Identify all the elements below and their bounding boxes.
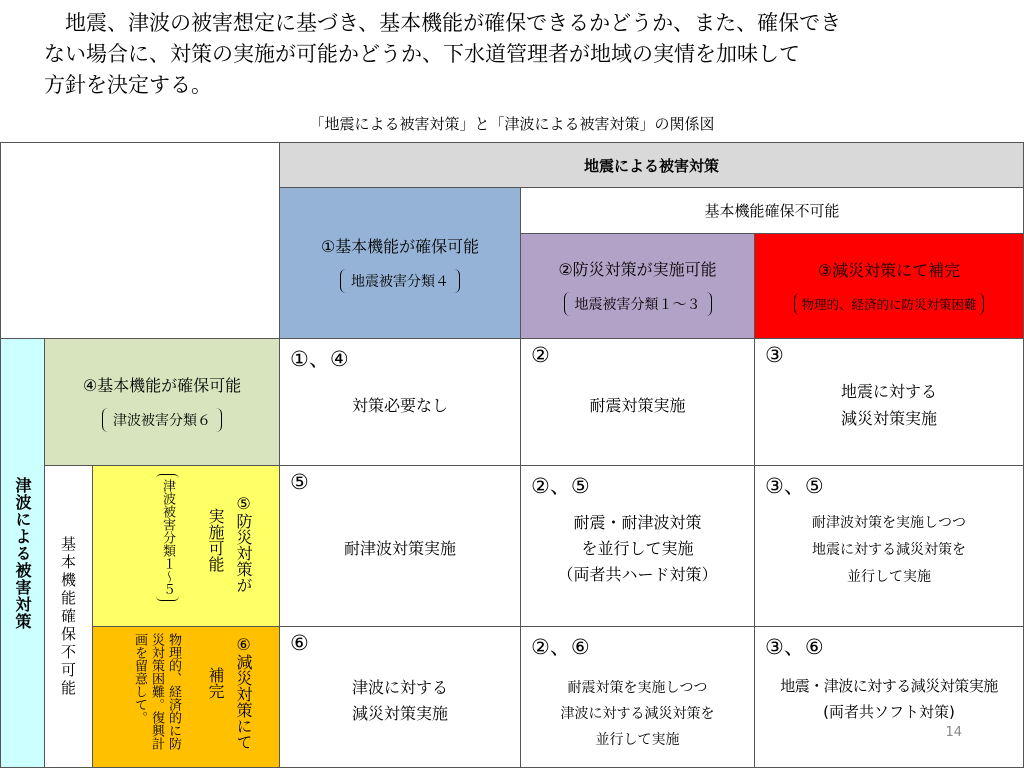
row2-note: 津波被害分類１～５ [156,474,179,601]
cell-r2c2-text-b: を並行して実施 [581,539,694,558]
earthquake-header [279,142,1024,188]
tsunami-side-label-text: 津波による被害対策 [13,476,32,630]
cell-r2c2-number: ②、⑤ [531,474,590,498]
diagram-caption: 「地震による被害対策」と「津波による被害対策」の関係図 [309,115,715,133]
cell-r3c1-text-a: 津波に対する [351,678,448,697]
row1-title: ④基本機能が確保可能 [82,375,242,395]
col2-note: 地震被害分類１～３ [564,292,712,316]
cell-r3c1-number: ⑥ [290,631,309,655]
cell-r2c3 [754,465,1024,627]
col1-header [279,187,521,339]
tsunami-side-label [0,338,45,768]
col3-header [754,233,1024,339]
cell-r3c2-text-c: 並行して実施 [595,732,680,748]
cell-r2c2-text-a: 耐震・耐津波対策 [573,513,702,532]
cell-r3c1-text-b: 減災対策実施 [351,704,448,723]
cell-r3c3-number: ③、⑥ [765,635,824,659]
row3-note-c: 画を留意して。 [132,633,147,724]
col2-title: ②防災対策が実施可能 [558,259,717,279]
side-not-secured-text: 基本機能確保不可能 [59,535,77,698]
intro-line-3: 方針を決定する。 [44,73,212,97]
cell-r3c2-number: ②、⑥ [531,635,590,659]
row1-header [44,338,280,466]
page-number: 14 [945,725,962,740]
cell-r1c2-text: 耐震対策実施 [589,396,686,415]
cell-r1c1-number: ①、④ [290,347,349,371]
col3-note: 物理的、経済的に防災対策困難 [794,293,983,315]
row3-note-a: 物理的、経済的に防 [166,633,181,750]
cell-r2c1 [279,465,521,627]
col2-header [520,233,755,339]
row3-note-b: 災対策困難。復興計 [149,633,164,750]
cell-r2c3-text-b: 地震に対する減災対策を [812,542,966,558]
cell-r2c1-text: 耐津波対策実施 [343,539,456,558]
col3-title: ③減災対策にて補完 [817,260,961,280]
cell-r2c2-text-c: （両者共ハード対策） [557,565,718,584]
cell-r3c3 [754,626,1024,768]
cell-r1c3-text-a: 地震に対する [840,382,937,401]
intro-line-2: ない場合に、対策の実施が可能かどうか、下水道管理者が地域の実情を加味して [44,42,800,66]
row2-header [92,465,280,627]
cell-r3c3-text-a: 地震・津波に対する減災対策実施 [780,677,998,695]
earthquake-header-label: 地震による被害対策 [583,156,719,175]
intro-line-1: 地震、津波の被害想定に基づき、基本機能が確保できるかどうか、また、確保でき [65,11,842,35]
cell-r3c3-text-b: (両者共ソフト対策) [823,703,955,721]
corner-blank-cell [0,142,280,339]
cell-r1c3-number: ③ [765,343,784,367]
cell-r2c3-number: ③、⑤ [765,474,824,498]
cell-r3c1 [279,626,521,768]
cell-r2c1-number: ⑤ [290,470,309,494]
not-secured-header-label: 基本機能確保不可能 [704,202,840,220]
row1-note: 津波被害分類６ [102,408,222,432]
cell-r1c3-text-b: 減災対策実施 [840,409,937,428]
cell-r3c2 [520,626,755,768]
row3-title-b: 補完 [206,667,225,699]
cell-r1c3 [754,338,1024,466]
row3-title-a: ⑥減災対策にて [234,635,253,750]
cell-r2c3-text-a: 耐津波対策を実施しつつ [812,515,966,531]
row2-title-b: 実施可能 [206,508,225,572]
cell-r2c3-text-c: 並行して実施 [847,569,931,585]
col1-note: 地震被害分類４ [340,269,460,293]
side-not-secured [44,465,93,768]
cell-r3c2-text-b: 津波に対する減災対策を [560,706,715,722]
row3-header [92,626,280,768]
row2-title-a: ⑤防災対策が [234,494,253,593]
cell-r1c2 [520,338,755,466]
cell-r1c1 [279,338,521,466]
not-secured-header [520,187,1024,234]
cell-r3c2-text-a: 耐震対策を実施しつつ [567,680,708,696]
cell-r1c1-text: 対策必要なし [351,396,448,415]
intro-paragraph [44,8,974,101]
col1-title: ①基本機能が確保可能 [320,236,480,256]
cell-r1c2-number: ② [531,343,550,367]
cell-r2c2 [520,465,755,627]
